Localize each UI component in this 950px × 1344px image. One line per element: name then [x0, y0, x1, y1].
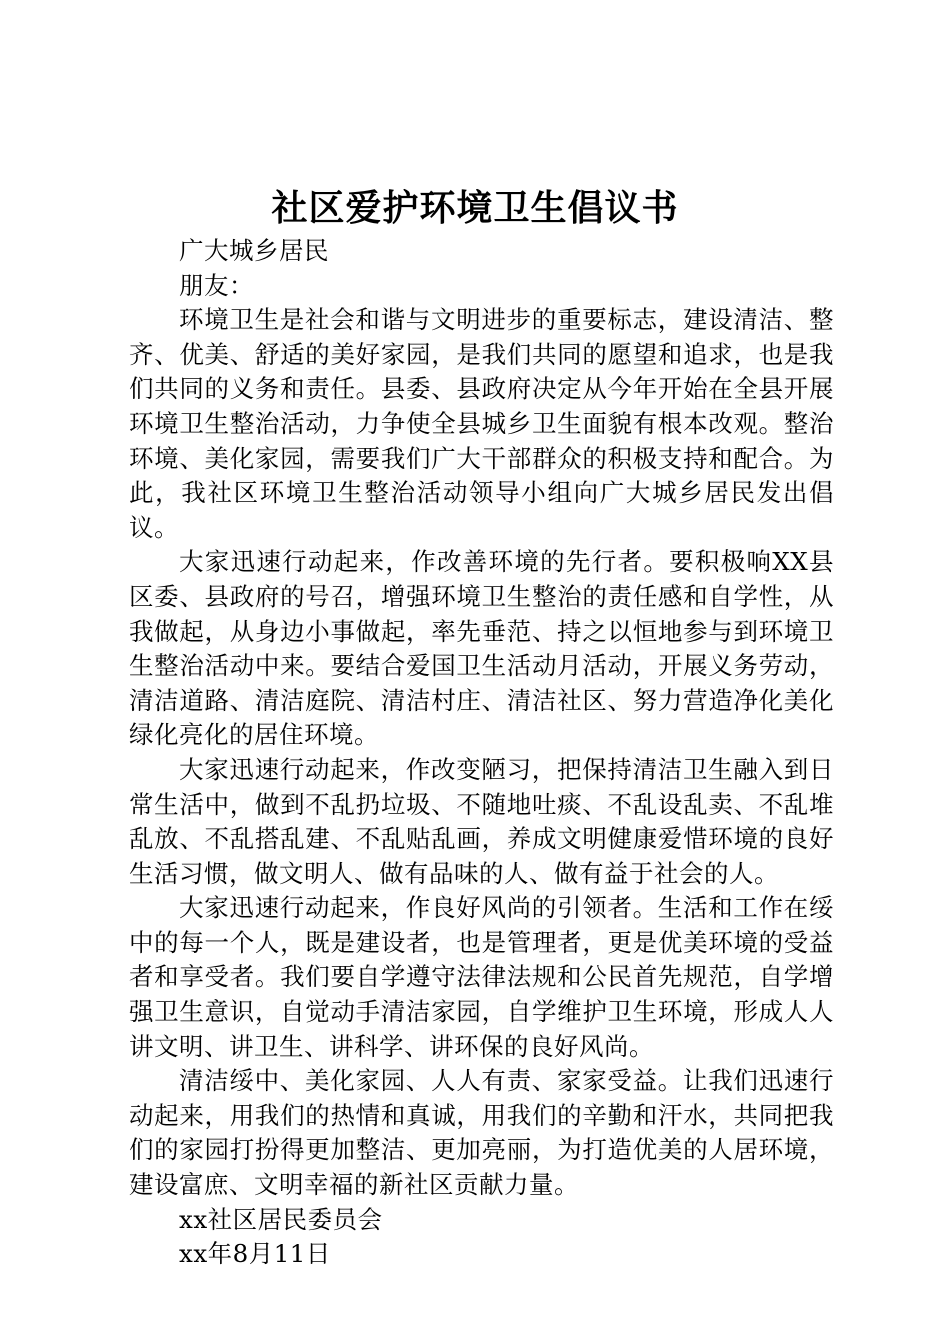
- paragraph-pioneer: 大家迅速行动起来，作改善环境的先行者。要积极响XX县区委、县政府的号召，增强环境卫生整治的责任感和自学性，从我做起，从身边小事做起，率先垂范、持之以恒地参与到环境卫生整治活动中来。要结合爱国卫生活动月活动，开展义务劳动，清洁道路、清洁庭院、清洁村庄、清洁社区、努力营造净化美化绿化亮化的居住环境。: [129, 547, 834, 750]
- signature-date: xx年8月11日: [179, 1239, 331, 1269]
- paragraph-habits: 大家迅速行动起来，作改变陋习，把保持清洁卫生融入到日常生活中，做到不乱扔垃圾、不随地吐痰、不乱设乱卖、不乱堆乱放、不乱搭乱建、不乱贴乱画，养成文明健康爱惜环境的良好生活习惯，做文明人、做有品味的人、做有益于社会的人。: [129, 754, 834, 888]
- document-title: 社区爱护环境卫生倡议书: [271, 187, 679, 229]
- paragraph-closing: 清洁绥中、美化家园、人人有责、家家受益。让我们迅速行动起来，用我们的热情和真诚，用我们的辛勤和汗水，共同把我们的家园打扮得更加整洁、更加亮丽，为打造优美的人居环境，建设富庶、文明幸福的新社区贡献力量。: [129, 1066, 834, 1200]
- signature-organization: xx社区居民委员会: [179, 1204, 383, 1234]
- document-body: [129, 234, 834, 1272]
- salutation-line-1: 广大城乡居民: [179, 236, 329, 265]
- paragraph-intro: 环境卫生是社会和谐与文明进步的重要标志，建设清洁、整齐、优美、舒适的美好家园，是我们共同的愿望和追求，也是我们共同的义务和责任。县委、县政府决定从今年开始在全县开展环境卫生整治活动，力争使全县城乡卫生面貌有根本改观。整治环境、美化家园，需要我们广大干部群众的积极支持和配合。为此，我社区环境卫生整治活动领导小组向广大城乡居民发出倡议。: [129, 305, 834, 542]
- salutation-line-2: 朋友：: [179, 270, 254, 300]
- paragraph-customs: 大家迅速行动起来，作良好风尚的引领者。生活和工作在绥中的每一个人，既是建设者，也是管理者，更是优美环境的受益者和享受者。我们要自学遵守法律法规和公民首先规范，自学增强卫生意识，自觉动手清洁家园，自学维护卫生环境，形成人人讲文明、讲卫生、讲科学、讲环保的良好风尚。: [129, 893, 834, 1061]
